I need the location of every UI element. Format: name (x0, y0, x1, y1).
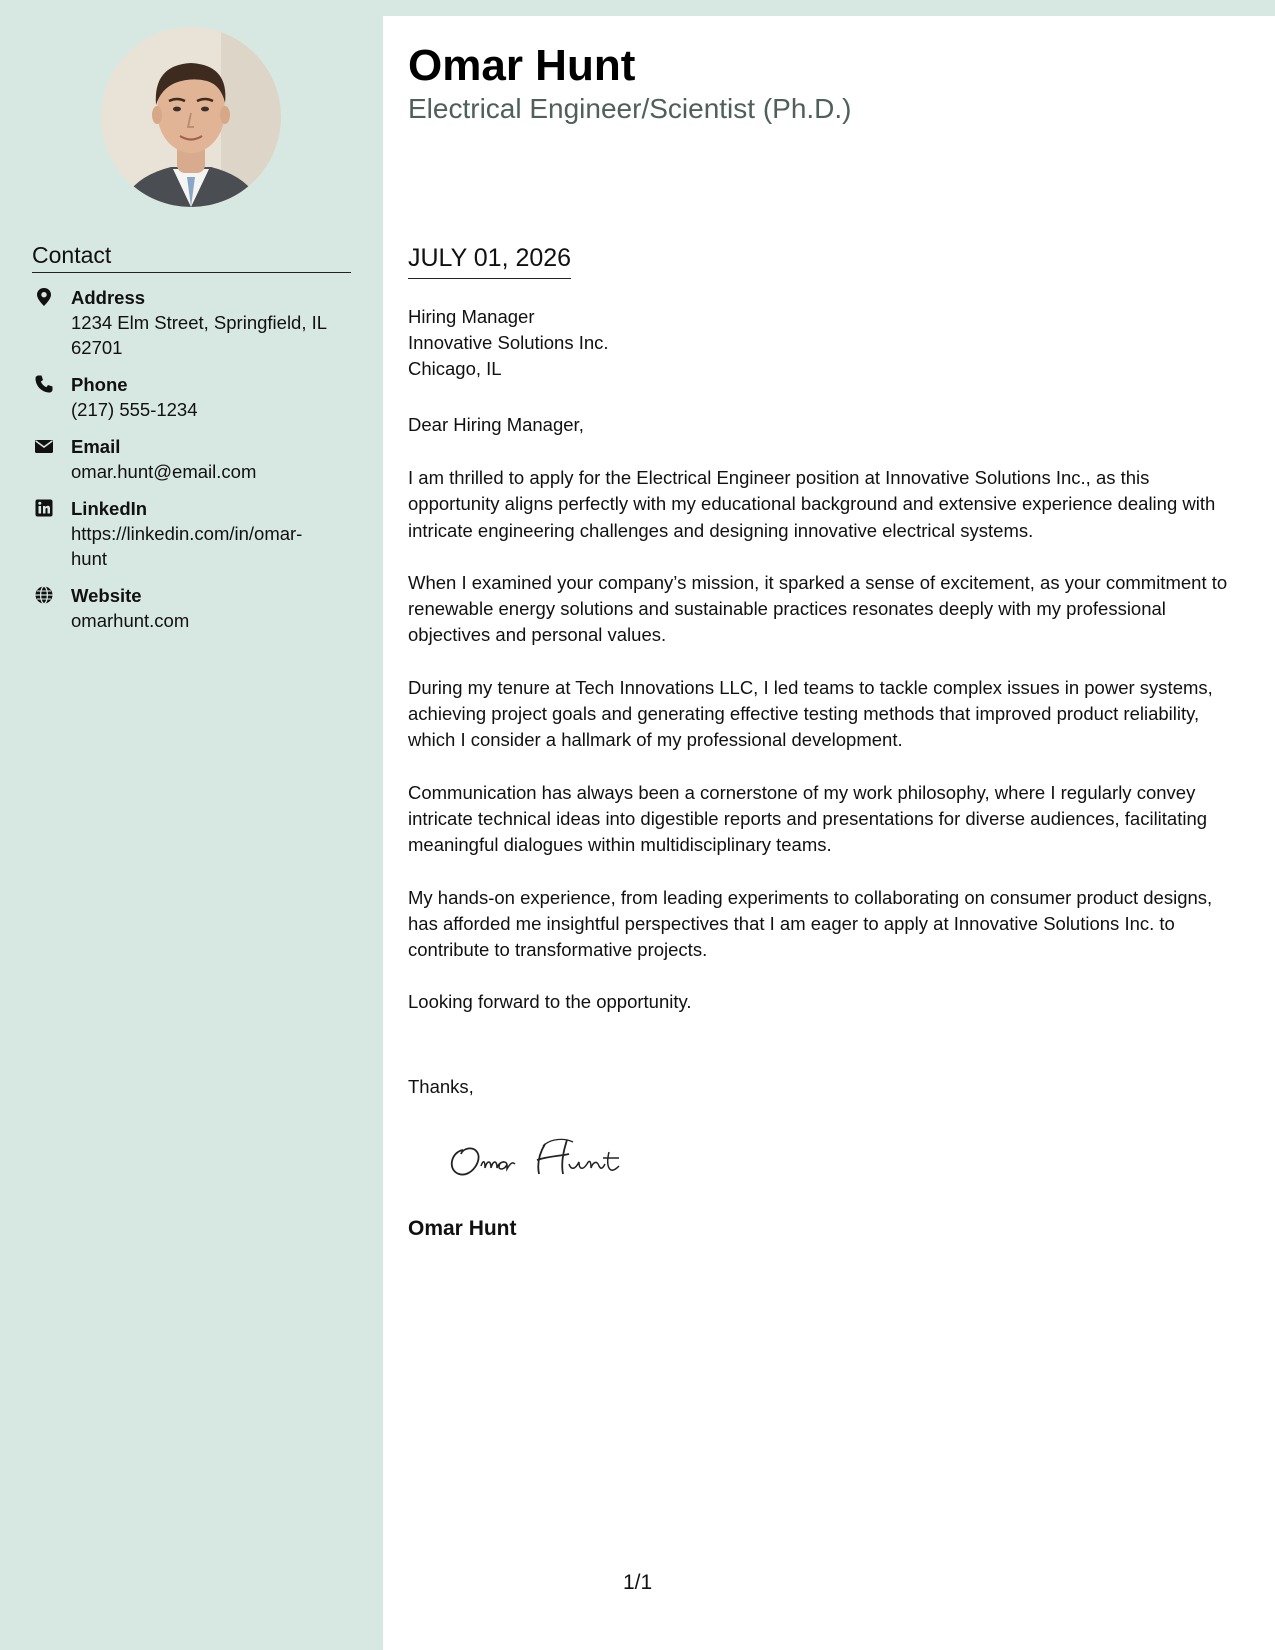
body-paragraph: Looking forward to the opportunity. (408, 991, 692, 1013)
website-value[interactable]: omarhunt.com (71, 610, 190, 631)
address-label: Address (71, 287, 146, 308)
closing: Thanks, (408, 1076, 474, 1097)
body-paragraph: During my tenure at Tech Innovations LLC, I led teams to tackle complex issues in power systems, achieving project goals and generating effective testing methods that improved product reliability, which I consider a hallmark of my professional development. (408, 676, 1213, 751)
salutation: Dear Hiring Manager, (408, 414, 584, 435)
map-pin-icon (34, 287, 54, 307)
handwritten-signature (441, 1130, 661, 1190)
envelope-icon (34, 436, 54, 456)
body-paragraph: When I examined your company’s mission, it sparked a sense of excitement, as your commitment to renewable energy solutions and sustainable practices resonates deeply with my professional objectives and personal values. (408, 571, 1228, 646)
recipient-line: Hiring Manager (408, 306, 535, 327)
linkedin-icon (34, 498, 54, 518)
globe-icon (34, 585, 54, 605)
body-paragraph: I am thrilled to apply for the Electrical Engineer position at Innovative Solutions Inc., as this opportunity aligns perfectly with my educational background and extensive experience dealing with intricate engineering challenges and designing innovative electrical systems. (408, 467, 1216, 541)
applicant-title: Electrical Engineer/Scientist (Ph.D.) (408, 93, 852, 124)
phone-value: (217) 555-1234 (71, 399, 198, 420)
linkedin-label: LinkedIn (71, 498, 148, 519)
contact-item-website (32, 584, 362, 633)
avatar (101, 27, 281, 207)
page-number: 1/1 (623, 1571, 653, 1594)
contact-item-email (32, 435, 362, 484)
body-paragraph: Communication has always been a cornerstone of my work philosophy, where I regularly convey intricate technical ideas into digestible reports and presentations for diverse audiences, facilitating meaningful dialogues within multidisciplinary teams. (408, 781, 1208, 856)
contact-item-phone (32, 373, 362, 422)
recipient-block (408, 304, 609, 382)
email-value[interactable]: omar.hunt@email.com (71, 461, 257, 482)
sidebar (0, 0, 383, 1650)
profile-photo (101, 27, 281, 207)
applicant-name: Omar Hunt (408, 41, 636, 90)
letter-body (408, 465, 1246, 1042)
contact-item-linkedin (32, 497, 362, 571)
body-paragraph: My hands-on experience, from leading experiments to collaborating on consumer product designs, has afforded me insightful perspectives that I am eager to apply at Innovative Solutions Inc. to contribute to transformative projects. (408, 886, 1213, 961)
website-label: Website (71, 585, 142, 606)
recipient-line: Innovative Solutions Inc. (408, 332, 609, 353)
signature-image (441, 1130, 661, 1190)
contact-heading: Contact (32, 241, 351, 273)
phone-icon (34, 374, 54, 394)
recipient-line: Chicago, IL (408, 358, 502, 379)
linkedin-value[interactable]: https://linkedin.com/in/omar- hunt (71, 523, 303, 569)
contact-list (32, 286, 362, 646)
address-value: 1234 Elm Street, Springfield, IL 62701 (71, 312, 327, 358)
signer-name: Omar Hunt (408, 1217, 517, 1240)
phone-label: Phone (71, 374, 128, 395)
contact-item-address (32, 286, 362, 360)
email-label: Email (71, 436, 121, 457)
letter-page (383, 16, 1275, 1650)
letter-date: JULY 01, 2026 (408, 243, 571, 279)
